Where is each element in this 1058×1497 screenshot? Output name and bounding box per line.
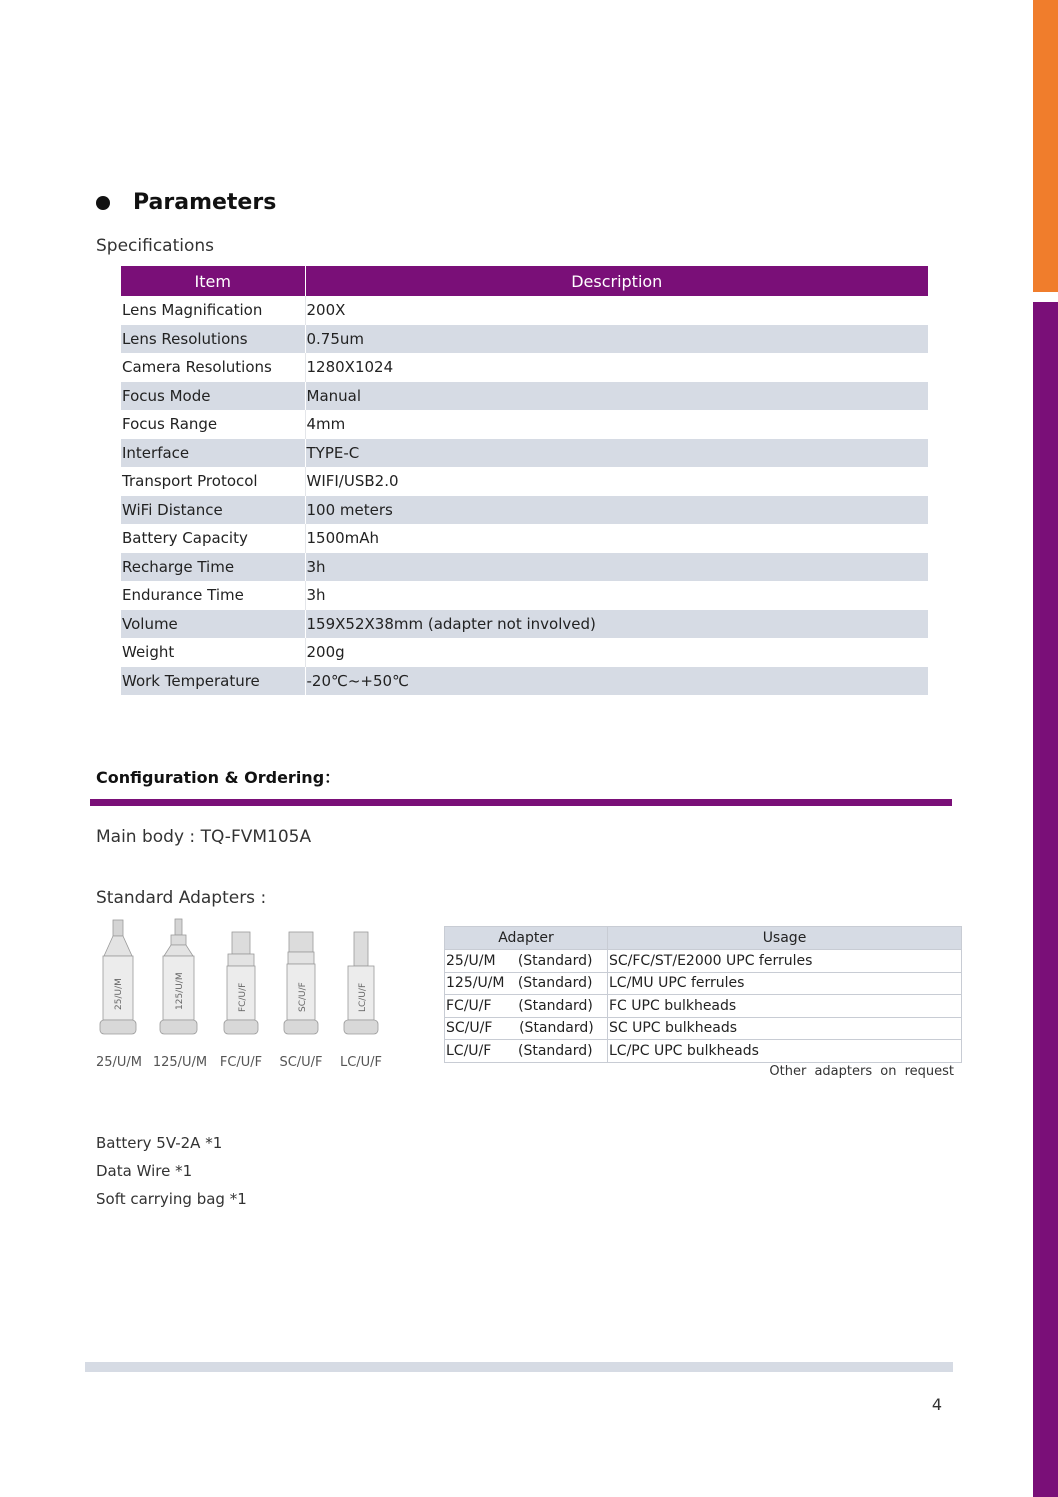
spec-description: 100 meters [305,496,928,525]
list-item: Battery 5V-2A *1 [96,1134,223,1152]
spec-item: WiFi Distance [121,496,305,525]
usage-cell: LC/MU UPC ferrules [608,972,962,995]
spec-item: Work Temperature [121,667,305,696]
table-row [121,353,928,382]
table-row [121,638,928,667]
list-item: Soft carrying bag *1 [96,1190,247,1208]
adapter-sc-u-f-icon [284,932,318,1034]
usage-cell: LC/PC UPC bulkheads [608,1040,962,1063]
table-header-row [445,927,962,950]
spec-description: 1500mAh [305,524,928,553]
adapter-body-text: FC/U/F [238,982,248,1012]
main-body-label: Main body : TQ-FVM105A [96,827,312,847]
adapter-label: FC/U/F [219,1055,263,1070]
table-row [121,439,928,468]
spec-item: Transport Protocol [121,467,305,496]
accessories-list [96,1132,247,1216]
table-header-row [121,266,928,296]
adapter-label: SC/U/F [279,1055,323,1070]
table-row [121,410,928,439]
spec-description: 3h [305,581,928,610]
adapters-table [444,926,962,1063]
spec-item: Interface [121,439,305,468]
spec-item: Weight [121,638,305,667]
adapter-25-u-m-icon [100,920,136,1034]
table-row [121,524,928,553]
table-row [445,995,962,1018]
table-row [445,972,962,995]
table-row [121,325,928,354]
adapter-cell: 125/U/M (Standard) [445,972,608,995]
spec-description: Manual [305,382,928,411]
configuration-title: Configuration & Ordering： [96,768,341,787]
footer-divider [85,1362,953,1372]
table-row [121,467,928,496]
table-row [121,382,928,411]
adapters-note: Other adapters on request [769,1064,954,1079]
spec-item: Lens Magnification [121,296,305,325]
usage-cell: SC/FC/ST/E2000 UPC ferrules [608,950,962,973]
column-header-usage: Usage [608,927,962,950]
spec-description: 159X52X38mm (adapter not involved) [305,610,928,639]
adapter-label: 25/U/M [96,1055,143,1070]
bullet-icon [96,196,110,210]
adapter-fc-u-f-icon [224,932,258,1034]
spec-item: Lens Resolutions [121,325,305,354]
table-row [121,553,928,582]
spec-description: 200X [305,296,928,325]
section-title: Parameters [133,190,277,215]
spec-description: 200g [305,638,928,667]
spec-item: Camera Resolutions [121,353,305,382]
adapters-illustration [96,916,388,1074]
spec-description: 0.75um [305,325,928,354]
spec-description: TYPE-C [305,439,928,468]
table-row [445,950,962,973]
table-row [121,610,928,639]
column-header-adapter: Adapter [445,927,608,950]
page-number: 4 [931,1395,942,1414]
adapter-cell: 25/U/M (Standard) [445,950,608,973]
side-accent-purple [1033,302,1058,1497]
spec-description: 4mm [305,410,928,439]
adapter-cell: FC/U/F (Standard) [445,995,608,1018]
spec-description: 3h [305,553,928,582]
spec-item: Focus Mode [121,382,305,411]
spec-item: Recharge Time [121,553,305,582]
spec-description: 1280X1024 [305,353,928,382]
adapter-125-u-m-icon [160,919,197,1034]
adapter-cell: SC/U/F (Standard) [445,1017,608,1040]
column-header-item: Item [121,266,305,296]
spec-item: Battery Capacity [121,524,305,553]
usage-cell: SC UPC bulkheads [608,1017,962,1040]
section-divider [90,799,952,806]
spec-item: Volume [121,610,305,639]
adapter-label: 125/U/M [152,1055,208,1070]
specifications-label: Specifications [96,236,215,256]
adapter-body-text: 25/U/M [114,978,124,1010]
adapter-label: LC/U/F [339,1055,383,1070]
adapter-body-text: SC/U/F [298,982,308,1012]
column-header-description: Description [305,266,928,296]
table-row [121,667,928,696]
spec-description: WIFI/USB2.0 [305,467,928,496]
table-row [121,496,928,525]
specifications-table [121,266,928,695]
standard-adapters-label: Standard Adapters : [96,888,267,908]
table-row [445,1017,962,1040]
table-row [445,1040,962,1063]
table-row [121,581,928,610]
list-item: Data Wire *1 [96,1162,193,1180]
spec-item: Endurance Time [121,581,305,610]
adapter-cell: LC/U/F (Standard) [445,1040,608,1063]
side-accent-orange [1033,0,1058,292]
adapter-body-text: LC/U/F [358,982,368,1012]
adapter-lc-u-f-icon [344,932,378,1034]
usage-cell: FC UPC bulkheads [608,995,962,1018]
spec-description: -20℃~+50℃ [305,667,928,696]
adapter-body-text: 125/U/M [175,972,185,1010]
section-heading [96,190,276,215]
table-row [121,296,928,325]
spec-item: Focus Range [121,410,305,439]
